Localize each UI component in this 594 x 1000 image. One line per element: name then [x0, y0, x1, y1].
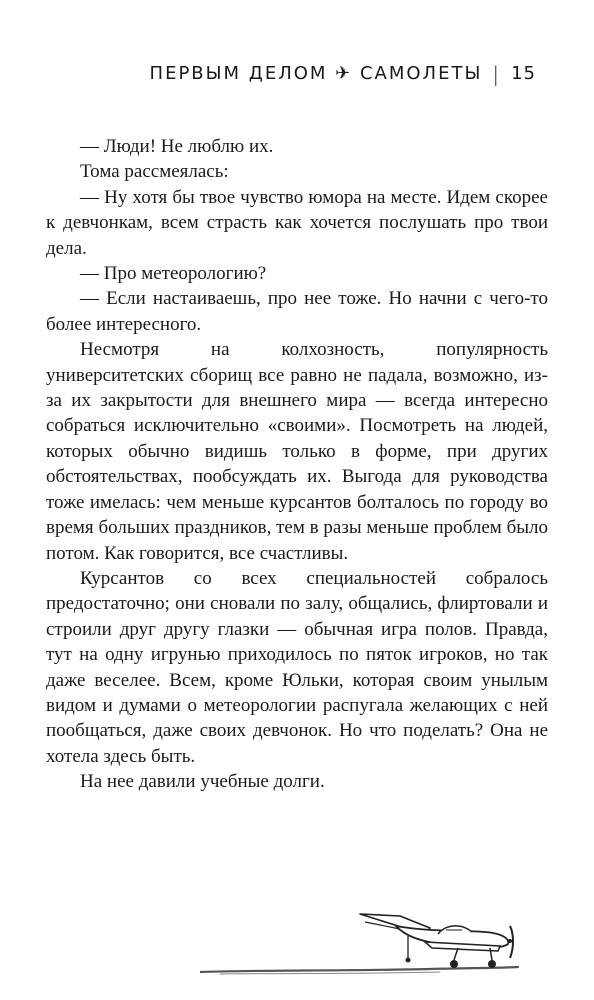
paragraph: На нее давили учебные долги.	[80, 771, 325, 793]
paragraph: — Если настаиваешь, про нее тоже. Но начни с чего-то более интересного.	[46, 288, 548, 335]
page-number: 15	[511, 63, 536, 84]
paragraph: — Про метеорологию?	[80, 263, 267, 285]
body-text	[46, 134, 548, 795]
airplane-icon	[200, 896, 560, 986]
paragraph: — Люди! Не люблю их.	[80, 136, 274, 157]
header-separator: |	[492, 62, 502, 86]
paragraph: Тома рассмеялась:	[80, 161, 229, 183]
running-title: ПЕРВЫМ ДЕЛОМ ✈ САМОЛЕТЫ	[149, 63, 483, 84]
paragraph: Курсантов со всех специальностей собралось предостаточно; они сновали по залу, общались, флиртовали и строили друг другу глазки — обычная игра полов. Правда, тут на одну игрунью приходилось по пяток игроков, но так даже веселее. Всем, кроме Юльки, которая своим унылым видом и думами о метеорологии распугала желающих с ней пообщаться, даже своих девчонок. Но что поделать? Она не хотела здесь быть.	[46, 567, 548, 767]
paragraph: Несмотря на колхозность, популярность университетских сборищ все равно не падала, возможно, из-за их закрытости для внешнего мира — всегда интересно собраться исключительно «своими». Посмотреть на людей, которых обычно видишь только в форме, при других обстоятельствах, пообсуждать их. Выгода для руководства тоже имелась: чем меньше курсантов болталось по городу во время больших праздников, тем в разы меньше проблем было потом. Как говорится, все счастливы.	[46, 339, 548, 564]
paragraph: — Ну хотя бы твое чувство юмора на месте. Идем скорее к девчонкам, всем страсть как хочется послушать про твои дела.	[46, 186, 548, 259]
airplane-ornament	[200, 896, 560, 986]
running-header	[150, 64, 536, 84]
